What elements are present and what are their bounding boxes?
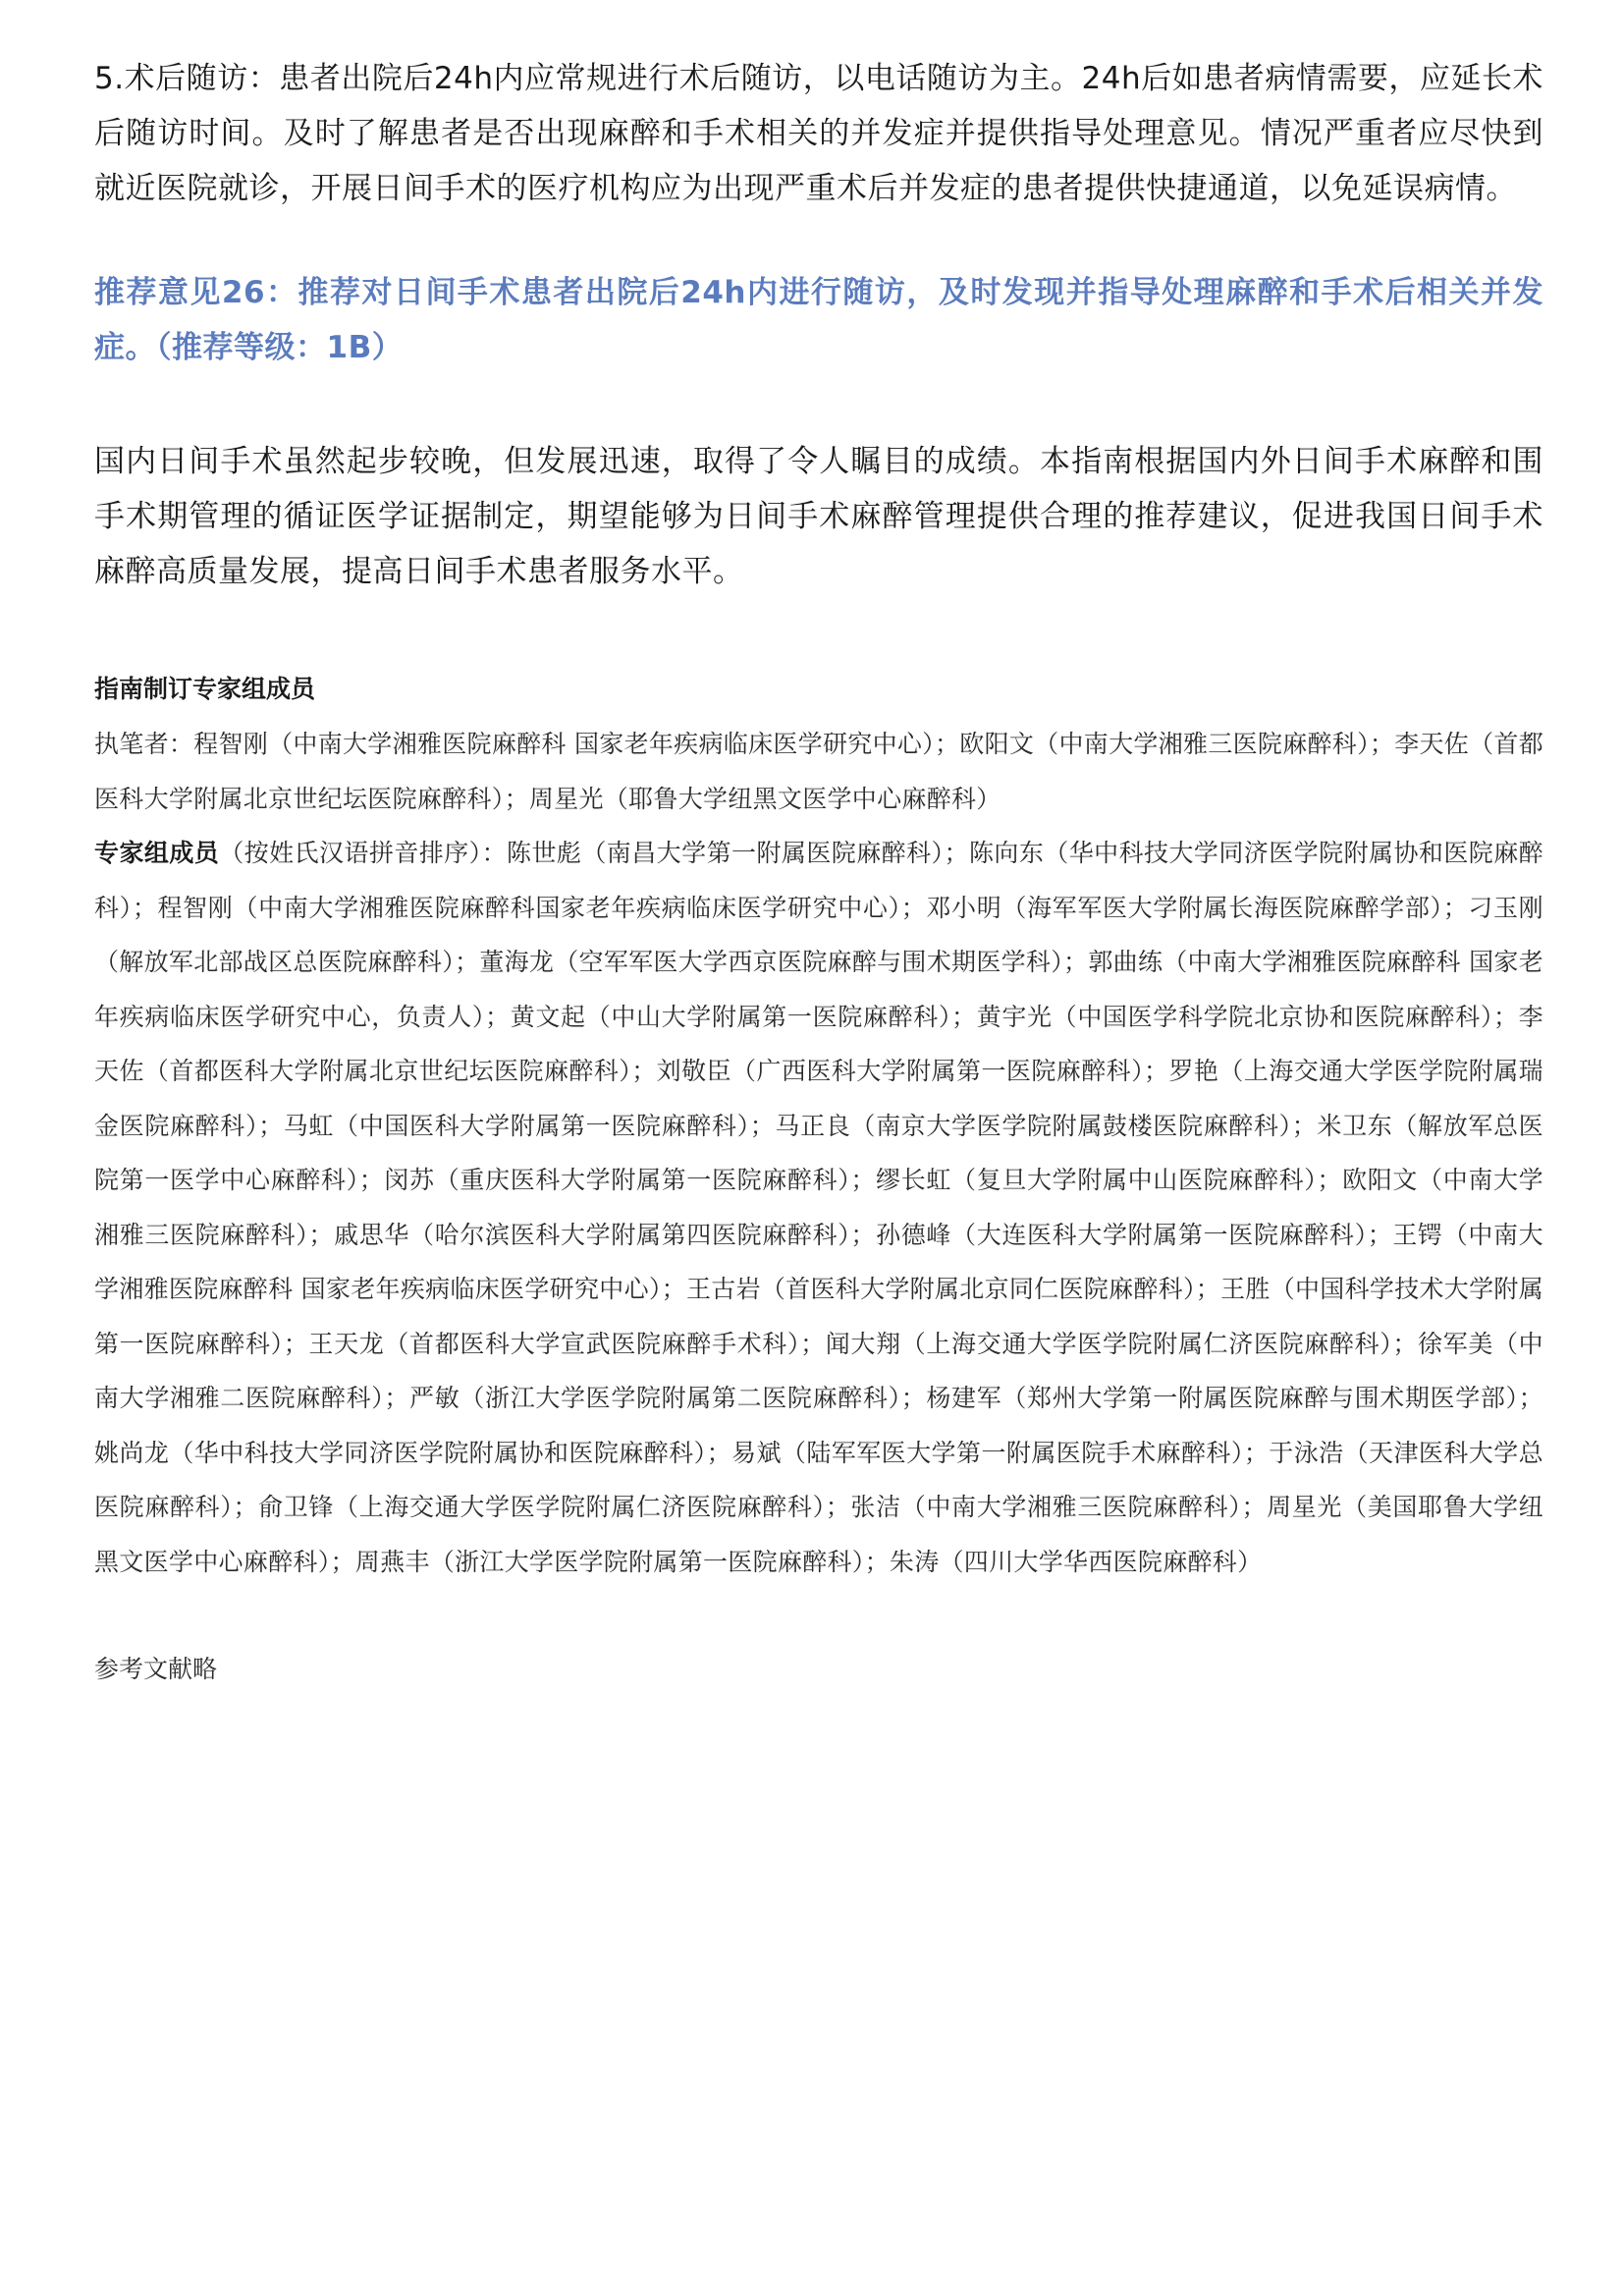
expert-committee-section	[94, 668, 1543, 1589]
committee-heading: 指南制订专家组成员	[94, 675, 316, 703]
authors-paragraph: 执笔者：程智刚（中南大学湘雅医院麻醉科 国家老年疾病临床医学研究中心）；欧阳文（中南大学湘雅三医院麻醉科）；李天佐（首都医科大学附属北京世纪坛医院麻醉科）；周星光（耶鲁大学纽黑文医学中心麻醉科）	[94, 730, 1543, 813]
references-note: 参考文献略	[94, 1655, 218, 1683]
conclusion-paragraph: 国内日间手术虽然起步较晚，但发展迅速，取得了令人瞩目的成绩。本指南根据国内外日间手术麻醉和围手术期管理的循证医学证据制定，期望能够为日间手术麻醉管理提供合理的推荐建议，促进我国日间手术麻醉高质量发展，提高日间手术患者服务水平。	[94, 444, 1543, 589]
experts-lead: 专家组成员	[94, 839, 220, 867]
experts-paragraph	[94, 826, 1543, 1589]
experts-list: （按姓氏汉语拼音排序）：陈世彪（南昌大学第一附属医院麻醉科）；陈向东（华中科技大学同济医学院附属协和医院麻醉科）；程智刚（中南大学湘雅医院麻醉科国家老年疾病临床医学研究中心）；邓小明（海军军医大学附属长海医院麻醉学部）；刁玉刚（解放军北部战区总医院麻醉科）；董海龙（空军军医大学西京医院麻醉与围术期医学科）；郭曲练（中南大学湘雅医院麻醉科 国家老年疾病临床医学研究中心，负责人）；黄文起（中山大学附属第一医院麻醉科）；黄宇光（中国医学科学院北京协和医院麻醉科）；李天佐（首都医科大学附属北京世纪坛医院麻醉科）；刘敬臣（广西医科大学附属第一医院麻醉科）；罗艳（上海交通大学医学院附属瑞金医院麻醉科）；马虹（中国医科大学附属第一医院麻醉科）；马正良（南京大学医学院附属鼓楼医院麻醉科）；米卫东（解放军总医院第一医学中心麻醉科）；闵苏（重庆医科大学附属第一医院麻醉科）；缪长虹（复旦大学附属中山医院麻醉科）；欧阳文（中南大学湘雅三医院麻醉科）；戚思华（哈尔滨医科大学附属第四医院麻醉科）；孙德峰（大连医科大学附属第一医院麻醉科）；王锷（中南大学湘雅医院麻醉科 国家老年疾病临床医学研究中心）；王古岩（首医科大学附属北京同仁医院麻醉科）；王胜（中国科学技术大学附属第一医院麻醉科）；王天龙（首都医科大学宣武医院麻醉手术科）；闻大翔（上海交通大学医学院附属仁济医院麻醉科）；徐军美（中南大学湘雅二医院麻醉科）；严敏（浙江大学医学院附属第二医院麻醉科）；杨建军（郑州大学第一附属医院麻醉与围术期医学部）；姚尚龙（华中科技大学同济医学院附属协和医院麻醉科）；易斌（陆军军医大学第一附属医院手术麻醉科）；于泳浩（天津医科大学总医院麻醉科）；俞卫锋（上海交通大学医学院附属仁济医院麻醉科）；张洁（中南大学湘雅三医院麻醉科）；周星光（美国耶鲁大学纽黑文医学中心麻醉科）；周燕丰（浙江大学医学院附属第一医院麻醉科）；朱涛（四川大学华西医院麻醉科）	[94, 839, 1543, 1576]
followup-paragraph: 5.术后随访：患者出院后24h内应常规进行术后随访，以电话随访为主。24h后如患者病情需要，应延长术后随访时间。及时了解患者是否出现麻醉和手术相关的并发症并提供指导处理意见。情况严重者应尽快到就近医院就诊，开展日间手术的医疗机构应为出现严重术后并发症的患者提供快捷通道，以免延误病情。	[94, 61, 1543, 206]
document-body	[94, 51, 1543, 1691]
recommendation-26: 推荐意见26：推荐对日间手术患者出院后24h内进行随访，及时发现并指导处理麻醉和手术后相关并发症。（推荐等级：1B）	[94, 275, 1543, 365]
